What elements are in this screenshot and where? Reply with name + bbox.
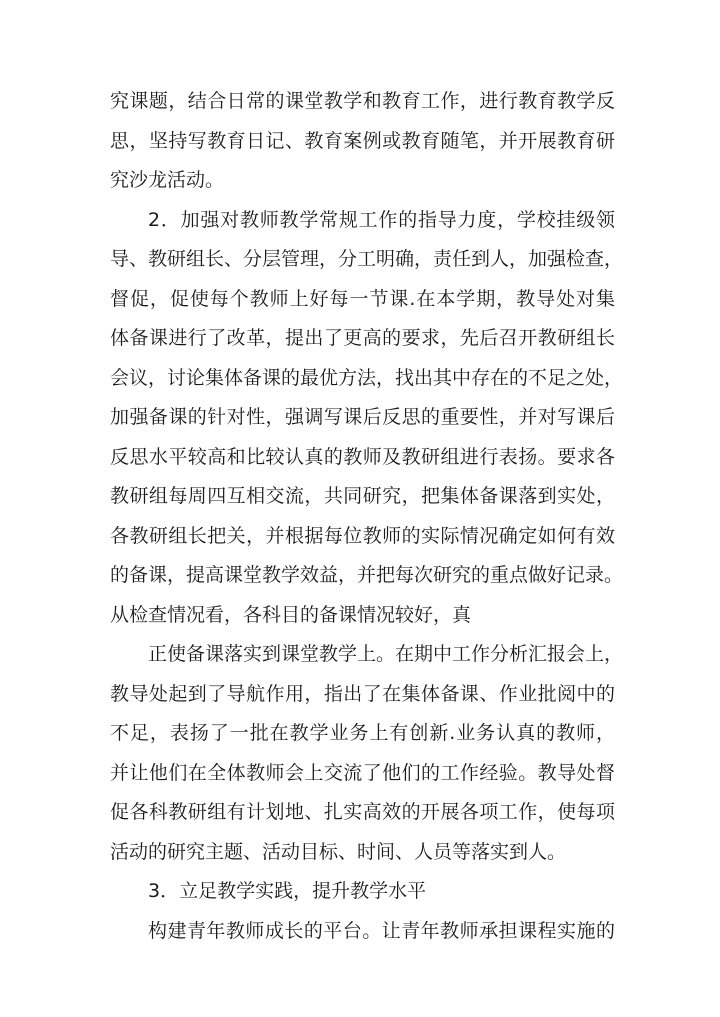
text-line: 督促，促使每个教师上好每一节课.在本学期，教导处对集 [110,287,615,310]
text-line: 会议，讨论集体备课的最优方法，找出其中存在的不足之处， [110,366,624,389]
text-line: 促各科教研组有计划地、扎实高效的开展各项工作，使每项 [110,801,615,823]
text-line: 教导处起到了导航作用，指出了在集体备课、作业批阅中的 [110,682,615,705]
document-body [110,82,624,951]
text-line: 的备课，提高课堂教学效益，并把每次研究的重点做好记录。 [110,564,624,586]
text-line: 加强备课的针对性，强调写课后反思的重要性，并对写课后 [110,406,615,428]
text-line: 构建青年教师成长的平台。让青年教师承担课程实施的 [148,919,615,942]
text-line: 各教研组长把关，并根据每位教师的实际情况确定如何有效 [110,524,615,547]
text-line: 2．加强对教师教学常规工作的指导力度，学校挂级领 [148,208,615,231]
text-line: 究沙龙活动。 [110,169,225,191]
text-line: 活动的研究主题、活动目标、时间、人员等落实到人。 [110,840,567,863]
text-line: 教研组每周四互相交流，共同研究，把集体备课落到实处， [110,485,615,507]
text-line: 并让他们在全体教师会上交流了他们的工作经验。教导处督 [110,761,615,784]
text-line: 3．立足教学实践，提升教学水平 [148,880,427,902]
text-line: 反思水平较高和比较认真的教师及教研组进行表扬。要求各 [110,445,615,468]
text-line: 从检查情况看，各科目的备课情况较好，真 [110,603,472,626]
text-line: 体备课进行了改革，提出了更高的要求，先后召开教研组长 [110,327,615,349]
text-line: 思，坚持写教育日记、教育案例或教育随笔，并开展教育研 [110,129,615,152]
text-line: 正使备课落实到课堂教学上。在期中工作分析汇报会上， [148,643,624,665]
text-line: 不足，表扬了一批在教学业务上有创新.业务认真的教师， [110,722,615,744]
text-line: 究课题，结合日常的课堂教学和教育工作，进行教育教学反 [110,90,615,112]
text-line: 导、教研组长、分层管理，分工明确，责任到人，加强检查， [110,248,624,270]
